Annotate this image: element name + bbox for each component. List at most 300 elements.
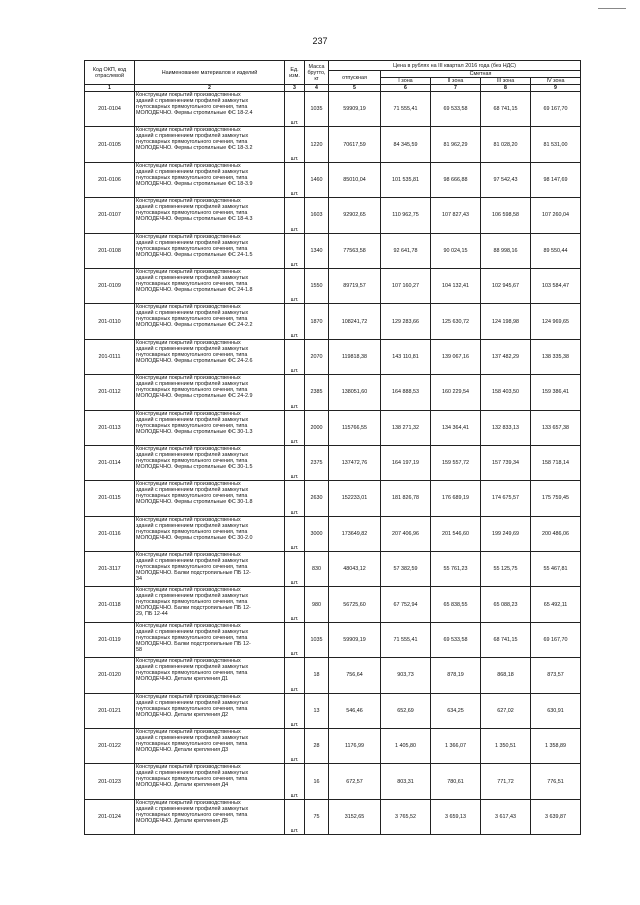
item-name-line: МОЛОДЕЧНО. Фермы стропильные ФС 24-2.9 — [136, 393, 253, 400]
release-price: 756,64 — [329, 658, 381, 693]
zone-3-price: 157 739,34 — [481, 445, 531, 480]
item-name-line: Конструкции покрытий производственных — [136, 304, 241, 311]
zone-3-price: 55 125,75 — [481, 552, 531, 587]
zone-4-price: 69 167,70 — [531, 92, 581, 127]
table-row — [85, 516, 581, 551]
item-mass: 2630 — [305, 481, 329, 516]
zone-3-price: 174 675,57 — [481, 481, 531, 516]
zone-1-price: 107 160,27 — [381, 268, 431, 303]
item-name-line: МОЛОДЕЧНО. Фермы стропильные ФС 18-3.9 — [136, 180, 253, 187]
item-name-line: 58 — [136, 646, 142, 653]
header-estimate: Сметная — [381, 71, 581, 78]
release-price: 672,57 — [329, 764, 381, 799]
table-row — [85, 304, 581, 339]
item-name-line: зданий с применением профилей замкнутых — [136, 451, 249, 458]
zone-2-price: 780,61 — [431, 764, 481, 799]
item-name-line: 29, ПБ 12-44 — [136, 611, 168, 618]
header-zone-1: I зона — [381, 78, 431, 85]
item-code: 201-0107 — [85, 198, 135, 233]
item-name-line: Конструкции покрытий производственных — [136, 127, 241, 134]
item-name-line: МОЛОДЕЧНО. Балки подстропильные ПБ 12- — [136, 570, 251, 577]
item-name — [135, 445, 285, 480]
item-name-line: Конструкции покрытий производственных — [136, 198, 241, 205]
zone-4-price: 1 358,89 — [531, 729, 581, 764]
item-mass: 830 — [305, 552, 329, 587]
item-name — [135, 92, 285, 127]
table-row — [85, 799, 581, 834]
item-name — [135, 304, 285, 339]
zone-1-price: 57 382,59 — [381, 552, 431, 587]
item-name-line: Конструкции покрытий производственных — [136, 552, 241, 559]
item-name-line: гнутосварных прямоугольного сечения, типа — [136, 811, 248, 818]
zone-4-price: 103 584,47 — [531, 268, 581, 303]
release-price: 108241,72 — [329, 304, 381, 339]
header-mass: Масса брутто, кг — [305, 61, 329, 85]
item-name-line: МОЛОДЕЧНО. Фермы стропильные ФС 30-1.3 — [136, 428, 253, 435]
item-mass: 2385 — [305, 375, 329, 410]
zone-2-price: 134 364,41 — [431, 410, 481, 445]
item-name — [135, 658, 285, 693]
item-name-line: зданий с применением профилей замкнутых — [136, 416, 249, 423]
item-name-line: зданий с применением профилей замкнутых — [136, 487, 249, 494]
table-row — [85, 268, 581, 303]
item-name — [135, 339, 285, 374]
release-price: 92902,65 — [329, 198, 381, 233]
item-name-line: гнутосварных прямоугольного сечения, типа — [136, 422, 248, 429]
price-table — [84, 60, 581, 835]
item-name — [135, 481, 285, 516]
item-name-line: зданий с применением профилей замкнутых — [136, 381, 249, 388]
zone-3-price: 868,18 — [481, 658, 531, 693]
item-unit: шт. — [285, 410, 305, 445]
zone-1-price: 803,31 — [381, 764, 431, 799]
release-price: 173649,82 — [329, 516, 381, 551]
item-name-line: Конструкции покрытий производственных — [136, 233, 241, 240]
item-name-line: гнутосварных прямоугольного сечения, типа — [136, 634, 248, 641]
item-name-line: Конструкции покрытий производственных — [136, 445, 241, 452]
zone-3-price: 158 403,50 — [481, 375, 531, 410]
zone-4-price: 175 759,45 — [531, 481, 581, 516]
table-row — [85, 481, 581, 516]
zone-1-price: 129 283,66 — [381, 304, 431, 339]
item-unit: шт. — [285, 622, 305, 657]
item-code: 201-0111 — [85, 339, 135, 374]
zone-3-price: 68 741,15 — [481, 92, 531, 127]
item-mass: 75 — [305, 799, 329, 834]
item-name-line: гнутосварных прямоугольного сечения, типа — [136, 493, 248, 500]
item-name — [135, 198, 285, 233]
item-name-line: гнутосварных прямоугольного сечения, типа — [136, 457, 248, 464]
item-name-line: зданий с применением профилей замкнутых — [136, 628, 249, 635]
table-row — [85, 198, 581, 233]
table-row — [85, 92, 581, 127]
item-name-line: зданий с применением профилей замкнутых — [136, 204, 249, 211]
zone-2-price: 125 630,72 — [431, 304, 481, 339]
header-zone-3: III зона — [481, 78, 531, 85]
table-row — [85, 445, 581, 480]
zone-2-price: 98 666,88 — [431, 162, 481, 197]
zone-4-price: 124 969,65 — [531, 304, 581, 339]
item-name-line: Конструкции покрытий производственных — [136, 92, 241, 98]
zone-1-price: 3 765,52 — [381, 799, 431, 834]
table-row — [85, 410, 581, 445]
item-name-line: МОЛОДЕЧНО. Фермы стропильные ФС 24-1.5 — [136, 251, 253, 258]
release-price: 1176,99 — [329, 729, 381, 764]
zone-1-price: 84 345,59 — [381, 127, 431, 162]
item-mass: 1340 — [305, 233, 329, 268]
zone-4-price: 107 260,04 — [531, 198, 581, 233]
release-price: 137472,76 — [329, 445, 381, 480]
item-name-line: гнутосварных прямоугольного сечения, типа — [136, 705, 248, 712]
item-name — [135, 268, 285, 303]
item-mass: 13 — [305, 693, 329, 728]
item-name — [135, 693, 285, 728]
item-name-line: зданий с применением профилей замкнутых — [136, 699, 249, 706]
release-price: 89719,57 — [329, 268, 381, 303]
zone-3-price: 81 028,20 — [481, 127, 531, 162]
item-name — [135, 375, 285, 410]
zone-3-price: 627,02 — [481, 693, 531, 728]
header-price: Цена в рублях на III квартал 2016 года (без НДС) — [329, 61, 581, 71]
item-name-line: Конструкции покрытий производственных — [136, 587, 241, 594]
header-release: отпускная — [329, 71, 381, 85]
zone-2-price: 1 366,07 — [431, 729, 481, 764]
item-name-line: зданий с применением профилей замкнутых — [136, 522, 249, 529]
zone-4-price: 873,57 — [531, 658, 581, 693]
zone-1-price: 71 555,41 — [381, 92, 431, 127]
item-name-line: гнутосварных прямоугольного сечения, типа — [136, 174, 248, 181]
column-number: 1 — [85, 85, 135, 92]
table-row — [85, 339, 581, 374]
item-name — [135, 799, 285, 834]
item-name-line: МОЛОДЕЧНО. Детали крепления Д5 — [136, 817, 229, 824]
item-name-line: Конструкции покрытий производственных — [136, 658, 241, 665]
item-name-line: зданий с применением профилей замкнутых — [136, 98, 249, 104]
item-name-line: МОЛОДЕЧНО. Фермы стропильные ФС 24-1.8 — [136, 286, 253, 293]
item-code: 201-0114 — [85, 445, 135, 480]
zone-1-price: 207 406,96 — [381, 516, 431, 551]
zone-2-price: 69 533,58 — [431, 92, 481, 127]
zone-1-price: 903,73 — [381, 658, 431, 693]
item-code: 201-0106 — [85, 162, 135, 197]
zone-1-price: 92 641,78 — [381, 233, 431, 268]
item-name-line: гнутосварных прямоугольного сечения, типа — [136, 351, 248, 358]
item-name-line: МОЛОДЕЧНО. Фермы стропильные ФС 30-1.5 — [136, 463, 253, 470]
release-price: 77563,58 — [329, 233, 381, 268]
item-mass: 1870 — [305, 304, 329, 339]
item-mass: 1220 — [305, 127, 329, 162]
item-unit: шт. — [285, 481, 305, 516]
item-name-line: МОЛОДЕЧНО. Фермы стропильные ФС 18-4.3 — [136, 216, 253, 223]
zone-2-price: 634,25 — [431, 693, 481, 728]
item-code: 201-0119 — [85, 622, 135, 657]
zone-1-price: 164 888,53 — [381, 375, 431, 410]
zone-4-price: 776,51 — [531, 764, 581, 799]
item-name-line: МОЛОДЕЧНО. Детали крепления Д3 — [136, 747, 229, 754]
table-row — [85, 729, 581, 764]
item-name-line: гнутосварных прямоугольного сечения, типа — [136, 564, 248, 571]
zone-3-price: 124 198,98 — [481, 304, 531, 339]
item-name-line: МОЛОДЕЧНО. Детали крепления Д1 — [136, 676, 229, 683]
item-name-line: Конструкции покрытий производственных — [136, 764, 241, 771]
zone-4-price: 98 147,69 — [531, 162, 581, 197]
item-name — [135, 127, 285, 162]
item-mass: 1460 — [305, 162, 329, 197]
zone-4-price: 3 639,87 — [531, 799, 581, 834]
item-name-line: МОЛОДЕЧНО. Фермы стропильные ФС 18-2.4 — [136, 110, 253, 116]
header-zone-2: II зона — [431, 78, 481, 85]
release-price: 59909,19 — [329, 92, 381, 127]
zone-3-price: 137 482,29 — [481, 339, 531, 374]
item-name-line: гнутосварных прямоугольного сечения, типа — [136, 741, 248, 748]
item-name-line: Конструкции покрытий производственных — [136, 339, 241, 346]
item-name-line: гнутосварных прямоугольного сечения, типа — [136, 245, 248, 252]
item-name — [135, 764, 285, 799]
item-mass: 2375 — [305, 445, 329, 480]
item-mass: 3000 — [305, 516, 329, 551]
zone-2-price: 201 546,60 — [431, 516, 481, 551]
release-price: 48043,12 — [329, 552, 381, 587]
zone-4-price: 89 550,44 — [531, 233, 581, 268]
zone-3-price: 771,72 — [481, 764, 531, 799]
zone-2-price: 90 024,15 — [431, 233, 481, 268]
item-name — [135, 162, 285, 197]
item-name-line: гнутосварных прямоугольного сечения, типа — [136, 670, 248, 677]
item-unit: шт. — [285, 445, 305, 480]
item-name-line: 34 — [136, 576, 142, 583]
item-unit: шт. — [285, 764, 305, 799]
item-name-line: Конструкции покрытий производственных — [136, 729, 241, 736]
item-name — [135, 587, 285, 622]
table-row — [85, 162, 581, 197]
item-unit: шт. — [285, 552, 305, 587]
table-row — [85, 375, 581, 410]
item-mass: 18 — [305, 658, 329, 693]
table-row — [85, 587, 581, 622]
zone-3-price: 65 088,23 — [481, 587, 531, 622]
item-name-line: гнутосварных прямоугольного сечения, типа — [136, 528, 248, 535]
zone-2-price: 160 229,54 — [431, 375, 481, 410]
release-price: 119818,38 — [329, 339, 381, 374]
table-row — [85, 764, 581, 799]
item-code: 201-0123 — [85, 764, 135, 799]
zone-2-price: 176 689,19 — [431, 481, 481, 516]
zone-1-price: 110 962,75 — [381, 198, 431, 233]
zone-2-price: 878,19 — [431, 658, 481, 693]
header-code: Код ОКП, код отраслевой — [85, 61, 135, 85]
column-number: 3 — [285, 85, 305, 92]
item-name-line: МОЛОДЕЧНО. Фермы стропильные ФС 24-2.6 — [136, 357, 253, 364]
item-name-line: Конструкции покрытий производственных — [136, 410, 241, 417]
item-name — [135, 622, 285, 657]
zone-2-price: 69 533,58 — [431, 622, 481, 657]
item-name-line: Конструкции покрытий производственных — [136, 268, 241, 275]
item-mass: 1603 — [305, 198, 329, 233]
item-name-line: гнутосварных прямоугольного сечения, типа — [136, 599, 248, 606]
zone-2-price: 55 761,23 — [431, 552, 481, 587]
table-row — [85, 658, 581, 693]
scan-edge-mark — [598, 8, 626, 9]
item-name-line: Конструкции покрытий производственных — [136, 481, 241, 488]
zone-2-price: 139 067,16 — [431, 339, 481, 374]
item-name-line: гнутосварных прямоугольного сечения, типа — [136, 316, 248, 323]
item-mass: 2070 — [305, 339, 329, 374]
zone-3-price: 68 741,15 — [481, 622, 531, 657]
zone-2-price: 81 962,29 — [431, 127, 481, 162]
zone-1-price: 652,69 — [381, 693, 431, 728]
zone-3-price: 88 998,16 — [481, 233, 531, 268]
zone-4-price: 200 486,06 — [531, 516, 581, 551]
item-unit: шт. — [285, 127, 305, 162]
item-mass: 1035 — [305, 622, 329, 657]
zone-4-price: 158 718,14 — [531, 445, 581, 480]
release-price: 138051,60 — [329, 375, 381, 410]
item-unit: шт. — [285, 729, 305, 764]
item-mass: 1550 — [305, 268, 329, 303]
zone-1-price: 164 197,19 — [381, 445, 431, 480]
item-name — [135, 410, 285, 445]
zone-2-price: 107 827,43 — [431, 198, 481, 233]
item-name-line: зданий с применением профилей замкнутых — [136, 805, 249, 812]
zone-4-price: 159 386,41 — [531, 375, 581, 410]
item-unit: шт. — [285, 304, 305, 339]
column-number: 8 — [481, 85, 531, 92]
item-code: 201-0122 — [85, 729, 135, 764]
table-row — [85, 693, 581, 728]
item-name — [135, 516, 285, 551]
item-name-line: зданий с применением профилей замкнутых — [136, 345, 249, 352]
zone-1-price: 181 826,78 — [381, 481, 431, 516]
zone-4-price: 55 467,81 — [531, 552, 581, 587]
item-mass: 28 — [305, 729, 329, 764]
item-code: 201-0121 — [85, 693, 135, 728]
item-name-line: гнутосварных прямоугольного сечения, типа — [136, 139, 248, 146]
item-name-line: Конструкции покрытий производственных — [136, 516, 241, 523]
zone-1-price: 1 405,80 — [381, 729, 431, 764]
page-number: 237 — [312, 36, 328, 46]
item-unit: шт. — [285, 162, 305, 197]
release-price: 56725,60 — [329, 587, 381, 622]
item-code: 201-0116 — [85, 516, 135, 551]
item-code: 201-0112 — [85, 375, 135, 410]
item-name-line: МОЛОДЕЧНО. Детали крепления Д4 — [136, 782, 229, 789]
table-row — [85, 233, 581, 268]
item-name-line: гнутосварных прямоугольного сечения, типа — [136, 104, 248, 110]
release-price: 3152,65 — [329, 799, 381, 834]
item-code: 201-0105 — [85, 127, 135, 162]
item-name-line: зданий с применением профилей замкнутых — [136, 558, 249, 565]
table-row — [85, 622, 581, 657]
item-code: 201-0124 — [85, 799, 135, 834]
item-mass: 1035 — [305, 92, 329, 127]
item-code: 201-0104 — [85, 92, 135, 127]
item-name-line: зданий с применением профилей замкнутых — [136, 133, 249, 140]
item-name — [135, 233, 285, 268]
item-name-line: зданий с применением профилей замкнутых — [136, 770, 249, 777]
release-price: 59909,19 — [329, 622, 381, 657]
item-unit: шт. — [285, 693, 305, 728]
item-unit: шт. — [285, 233, 305, 268]
item-name-line: МОЛОДЕЧНО. Фермы стропильные ФС 24-2.2 — [136, 322, 253, 329]
header-zone-4: IV зона — [531, 78, 581, 85]
column-number: 6 — [381, 85, 431, 92]
item-name-line: зданий с применением профилей замкнутых — [136, 274, 249, 281]
item-code: 201-3117 — [85, 552, 135, 587]
zone-4-price: 81 531,00 — [531, 127, 581, 162]
item-name — [135, 729, 285, 764]
release-price: 85010,04 — [329, 162, 381, 197]
zone-1-price: 67 752,94 — [381, 587, 431, 622]
zone-4-price: 138 335,38 — [531, 339, 581, 374]
zone-3-price: 199 249,69 — [481, 516, 531, 551]
column-number: 9 — [531, 85, 581, 92]
item-name-line: зданий с применением профилей замкнутых — [136, 593, 249, 600]
item-unit: шт. — [285, 658, 305, 693]
zone-2-price: 104 132,41 — [431, 268, 481, 303]
table-row — [85, 127, 581, 162]
zone-1-price: 143 110,81 — [381, 339, 431, 374]
item-name-line: гнутосварных прямоугольного сечения, типа — [136, 387, 248, 394]
release-price: 546,46 — [329, 693, 381, 728]
item-name-line: МОЛОДЕЧНО. Фермы стропильные ФС 30-1.8 — [136, 499, 253, 506]
zone-3-price: 102 945,67 — [481, 268, 531, 303]
zone-2-price: 159 557,72 — [431, 445, 481, 480]
item-name-line: зданий с применением профилей замкнутых — [136, 168, 249, 175]
item-code: 201-0115 — [85, 481, 135, 516]
item-name-line: Конструкции покрытий производственных — [136, 622, 241, 629]
column-number: 5 — [329, 85, 381, 92]
item-mass: 2000 — [305, 410, 329, 445]
item-mass: 980 — [305, 587, 329, 622]
zone-3-price: 106 598,58 — [481, 198, 531, 233]
item-unit: шт. — [285, 587, 305, 622]
zone-1-price: 71 555,41 — [381, 622, 431, 657]
item-unit: шт. — [285, 516, 305, 551]
header-name: Наименование материалов и изделий — [135, 61, 285, 85]
item-name-line: Конструкции покрытий производственных — [136, 162, 241, 169]
item-unit: шт. — [285, 198, 305, 233]
release-price: 70617,59 — [329, 127, 381, 162]
item-name-line: зданий с применением профилей замкнутых — [136, 310, 249, 317]
item-code: 201-0120 — [85, 658, 135, 693]
item-code: 201-0113 — [85, 410, 135, 445]
zone-1-price: 101 535,81 — [381, 162, 431, 197]
item-code: 201-0109 — [85, 268, 135, 303]
item-name-line: гнутосварных прямоугольного сечения, типа — [136, 776, 248, 783]
item-unit: шт. — [285, 799, 305, 834]
item-unit: шт. — [285, 92, 305, 127]
item-name-line: гнутосварных прямоугольного сечения, типа — [136, 280, 248, 287]
zone-2-price: 3 659,13 — [431, 799, 481, 834]
item-name-line: МОЛОДЕЧНО. Фермы стропильные ФС 30-2.0 — [136, 534, 253, 541]
table-row — [85, 552, 581, 587]
item-unit: шт. — [285, 268, 305, 303]
item-name-line: МОЛОДЕЧНО. Балки подстропильные ПБ 12- — [136, 605, 251, 612]
item-name-line: МОЛОДЕЧНО. Балки подстропильные ПБ 12- — [136, 640, 251, 647]
item-unit: шт. — [285, 339, 305, 374]
header-unit: Ед. изм. — [285, 61, 305, 85]
item-name-line: Конструкции покрытий производственных — [136, 375, 241, 382]
item-code: 201-0108 — [85, 233, 135, 268]
item-unit: шт. — [285, 375, 305, 410]
item-name-line: МОЛОДЕЧНО. Фермы стропильные ФС 18-3.2 — [136, 145, 253, 152]
zone-1-price: 138 271,32 — [381, 410, 431, 445]
release-price: 115766,55 — [329, 410, 381, 445]
column-number: 7 — [431, 85, 481, 92]
column-number: 2 — [135, 85, 285, 92]
release-price: 152233,01 — [329, 481, 381, 516]
zone-3-price: 132 833,13 — [481, 410, 531, 445]
